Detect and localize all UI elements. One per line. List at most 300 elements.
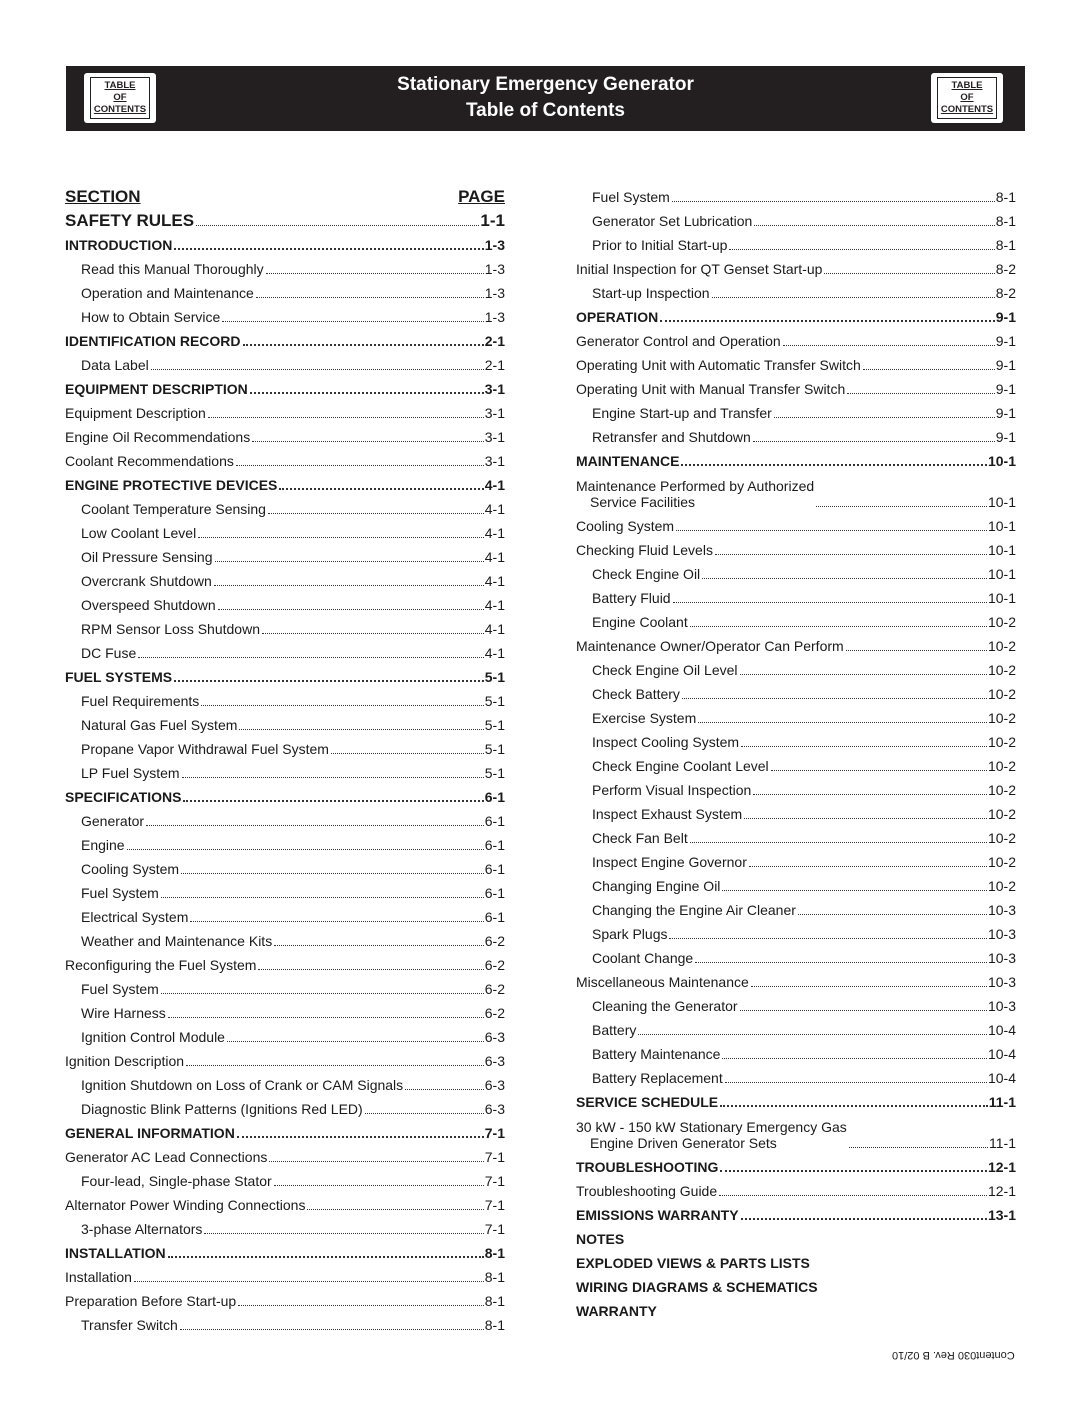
toc-entry[interactable]	[65, 1265, 505, 1289]
toc-badge-right[interactable]	[931, 73, 1003, 123]
toc-entry-page: 3-1	[484, 381, 505, 397]
toc-entry-page: 6-1	[484, 813, 505, 829]
toc-entry-page: 1-3	[484, 261, 505, 277]
dot-leader	[753, 441, 995, 442]
toc-entry[interactable]	[576, 1203, 1016, 1227]
toc-entry[interactable]	[65, 569, 505, 593]
toc-entry[interactable]	[576, 185, 1016, 209]
toc-entry[interactable]	[65, 1097, 505, 1121]
toc-entry[interactable]	[65, 593, 505, 617]
dot-leader	[218, 609, 484, 610]
toc-entry-title: Four-lead, Single-phase Stator	[81, 1173, 272, 1189]
dot-leader	[243, 344, 484, 346]
toc-entry[interactable]	[576, 610, 1016, 634]
toc-entry-page: 7-1	[484, 1125, 505, 1141]
toc-entry[interactable]	[576, 562, 1016, 586]
toc-entry[interactable]	[576, 826, 1016, 850]
toc-entry[interactable]	[65, 1241, 505, 1265]
toc-entry-page: 5-1	[484, 741, 505, 757]
toc-entry-page: 4-1	[484, 525, 505, 541]
toc-entry-title-line2: Engine Driven Generator Sets	[590, 1135, 777, 1151]
toc-entry[interactable]	[576, 281, 1016, 305]
toc-entry-page: 2-1	[484, 333, 505, 349]
toc-entry-page: 8-1	[995, 213, 1016, 229]
toc-entry-title: Battery Replacement	[592, 1070, 723, 1086]
section-heading: SECTION	[65, 187, 141, 206]
toc-entry[interactable]	[576, 1018, 1016, 1042]
toc-entry-page: 1-3	[484, 285, 505, 301]
dot-leader	[673, 602, 987, 603]
toc-entry-page: 1-3	[484, 309, 505, 325]
toc-entry-page: 6-2	[484, 981, 505, 997]
toc-entry-page: 6-1	[484, 861, 505, 877]
toc-entry[interactable]	[65, 1049, 505, 1073]
toc-entry-page: 1-1	[480, 211, 505, 230]
toc-entry[interactable]	[65, 809, 505, 833]
toc-entry-title: Engine Oil Recommendations	[65, 429, 251, 445]
toc-entry-title: Operating Unit with Automatic Transfer Switch	[576, 357, 861, 373]
dot-leader	[204, 1233, 483, 1234]
toc-entry-page: 10-1	[987, 590, 1016, 606]
toc-entry-page: 10-2	[987, 878, 1016, 894]
toc-entry[interactable]	[576, 874, 1016, 898]
dot-leader	[198, 537, 484, 538]
toc-entry-title: Miscellaneous Maintenance	[576, 974, 749, 990]
toc-entry[interactable]	[65, 377, 505, 401]
dot-leader	[138, 657, 484, 658]
toc-entry-page: 6-3	[484, 1053, 505, 1069]
dot-leader	[725, 1082, 987, 1083]
toc-entry[interactable]	[576, 1042, 1016, 1066]
toc-entry-title: Coolant Change	[592, 950, 694, 966]
toc-entry[interactable]	[65, 977, 505, 1001]
dot-leader	[127, 849, 484, 850]
toc-entry[interactable]	[576, 209, 1016, 233]
dot-leader	[719, 1195, 987, 1196]
toc-entry[interactable]	[576, 401, 1016, 425]
dot-leader	[279, 488, 483, 490]
dot-leader	[238, 1305, 484, 1306]
toc-entry-title: Propane Vapor Withdrawal Fuel System	[81, 741, 329, 757]
dot-leader	[256, 297, 484, 298]
toc-entry-title: Perform Visual Inspection	[592, 782, 752, 798]
toc-right-column	[576, 185, 1016, 1323]
toc-entry-page: 8-1	[484, 1317, 505, 1333]
toc-entry[interactable]	[576, 922, 1016, 946]
toc-entry[interactable]	[65, 449, 505, 473]
toc-entry[interactable]	[65, 641, 505, 665]
toc-entry-title: Coolant Temperature Sensing	[81, 501, 266, 517]
toc-entry-title: Maintenance Owner/Operator Can Perform	[576, 638, 844, 654]
dot-leader	[252, 441, 484, 442]
toc-entry-page: 5-1	[484, 693, 505, 709]
toc-entry[interactable]	[576, 946, 1016, 970]
toc-entry-page: 8-2	[995, 261, 1016, 277]
toc-entry[interactable]	[576, 778, 1016, 802]
toc-entry-page: 7-1	[484, 1221, 505, 1237]
toc-entry-title: Battery	[592, 1022, 637, 1038]
toc-entry-title: Check Fan Belt	[592, 830, 688, 846]
toc-entry-title: ENGINE PROTECTIVE DEVICES	[65, 477, 278, 493]
toc-entry-title: Generator AC Lead Connections	[65, 1149, 268, 1165]
dot-leader	[847, 393, 995, 394]
toc-entry-page: 7-1	[484, 1149, 505, 1165]
toc-entry-page: 9-1	[995, 333, 1016, 349]
toc-entry-title: LP Fuel System	[81, 765, 180, 781]
dot-leader	[250, 392, 484, 394]
toc-entry-title: Weather and Maintenance Kits	[81, 933, 273, 949]
toc-entry-title: Prior to Initial Start-up	[592, 237, 728, 253]
toc-entry-page: 4-1	[484, 573, 505, 589]
page-heading: PAGE	[458, 187, 505, 206]
toc-entry-title: MAINTENANCE	[576, 453, 680, 469]
toc-entry-title: Engine Start-up and Transfer	[592, 405, 772, 421]
dot-leader	[744, 818, 987, 819]
toc-entry-title: Generator	[81, 813, 145, 829]
toc-entry[interactable]	[65, 761, 505, 785]
toc-entry-title: Preparation Before Start-up	[65, 1293, 237, 1309]
toc-entry[interactable]	[576, 1299, 1016, 1323]
dot-leader	[695, 962, 987, 963]
toc-entry[interactable]	[65, 209, 505, 233]
toc-entry[interactable]	[65, 833, 505, 857]
dot-leader	[741, 1218, 987, 1220]
dot-leader	[236, 465, 484, 466]
toc-entry-page: 8-2	[995, 285, 1016, 301]
dot-leader	[201, 705, 483, 706]
toc-entry-page: 10-2	[987, 686, 1016, 702]
dot-leader	[161, 897, 484, 898]
toc-entry[interactable]	[65, 425, 505, 449]
dot-leader	[405, 1089, 484, 1090]
toc-entry-page: 11-1	[989, 1135, 1016, 1151]
toc-entry-title-line1: 30 kW - 150 kW Stationary Emergency Gas	[576, 1119, 847, 1135]
toc-entry-title: WIRING DIAGRAMS & SCHEMATICS	[576, 1279, 818, 1295]
toc-entry[interactable]	[576, 1090, 1016, 1114]
toc-entry-page: 8-1	[995, 237, 1016, 253]
toc-entry[interactable]	[65, 281, 505, 305]
toc-entry-title: Coolant Recommendations	[65, 453, 234, 469]
toc-entry-page: 10-1	[987, 453, 1016, 469]
toc-entry[interactable]	[65, 905, 505, 929]
dot-leader	[729, 249, 994, 250]
toc-entry-page: 6-1	[484, 885, 505, 901]
toc-entry[interactable]	[576, 970, 1016, 994]
toc-entry[interactable]	[576, 1155, 1016, 1179]
toc-entry-page: 9-1	[995, 357, 1016, 373]
dot-leader	[181, 873, 484, 874]
toc-entry-title: Engine	[81, 837, 125, 853]
toc-entry-title: Wire Harness	[81, 1005, 166, 1021]
dot-leader	[740, 1010, 987, 1011]
dot-leader	[660, 320, 995, 322]
dot-leader	[722, 890, 987, 891]
dot-leader	[749, 866, 987, 867]
toc-entry-title: Electrical System	[81, 909, 189, 925]
dot-leader	[774, 417, 995, 418]
toc-entry-title: Ignition Control Module	[81, 1029, 225, 1045]
toc-entry[interactable]	[65, 521, 505, 545]
toc-entry-page: 10-3	[987, 926, 1016, 942]
toc-entry-title: Changing the Engine Air Cleaner	[592, 902, 796, 918]
toc-entry-title: Alternator Power Winding Connections	[65, 1197, 306, 1213]
toc-entry-title: Cooling System	[81, 861, 180, 877]
toc-entry[interactable]	[576, 329, 1016, 353]
toc-entry[interactable]	[65, 1313, 505, 1337]
dot-leader	[690, 842, 987, 843]
toc-entry[interactable]	[65, 1001, 505, 1025]
dot-leader	[816, 506, 987, 507]
toc-entry[interactable]	[576, 425, 1016, 449]
toc-entry-title: Fuel System	[81, 981, 159, 997]
toc-entry-title: Initial Inspection for QT Genset Start-up	[576, 261, 823, 277]
toc-entry-title: Operation and Maintenance	[81, 285, 254, 301]
toc-entry[interactable]	[576, 1275, 1016, 1299]
toc-entry-page: 3-1	[484, 453, 505, 469]
toc-entry[interactable]	[65, 1289, 505, 1313]
dot-leader	[268, 513, 484, 514]
dot-leader	[307, 1209, 483, 1210]
dot-leader	[720, 1170, 987, 1172]
toc-entry-page: 5-1	[484, 669, 505, 685]
dot-leader	[239, 729, 483, 730]
dot-leader	[783, 345, 995, 346]
dot-leader	[183, 800, 483, 802]
dot-leader	[740, 674, 987, 675]
toc-entry[interactable]	[576, 1066, 1016, 1090]
toc-entry[interactable]	[576, 634, 1016, 658]
toc-entry-page: 10-2	[987, 782, 1016, 798]
toc-entry-title: INTRODUCTION	[65, 237, 173, 253]
toc-entry-title: IDENTIFICATION RECORD	[65, 333, 241, 349]
toc-entry[interactable]	[576, 257, 1016, 281]
toc-entry-page: 5-1	[484, 717, 505, 733]
toc-entry[interactable]	[65, 881, 505, 905]
toc-entry-title: Equipment Description	[65, 405, 206, 421]
dot-leader	[174, 680, 484, 682]
toc-entry-title: Cooling System	[576, 518, 675, 534]
toc-entry-page: 6-2	[484, 1005, 505, 1021]
toc-entry[interactable]	[65, 617, 505, 641]
dot-leader	[134, 1281, 484, 1282]
dot-leader	[681, 464, 987, 466]
dot-leader	[190, 921, 483, 922]
toc-entry-title: Oil Pressure Sensing	[81, 549, 213, 565]
toc-entry-page: 6-3	[484, 1029, 505, 1045]
toc-entry[interactable]	[65, 257, 505, 281]
dot-leader	[702, 578, 987, 579]
toc-entry-page: 10-2	[987, 806, 1016, 822]
dot-leader	[712, 297, 995, 298]
toc-entry-title: EMISSIONS WARRANTY	[576, 1207, 739, 1223]
toc-entry-title: Fuel System	[592, 189, 670, 205]
toc-entry-page: 4-1	[484, 645, 505, 661]
toc-entry-title: Troubleshooting Guide	[576, 1183, 718, 1199]
dot-leader	[682, 698, 987, 699]
dot-leader	[672, 201, 995, 202]
toc-entry-page: 10-2	[987, 710, 1016, 726]
toc-entry[interactable]	[576, 473, 1016, 514]
toc-entry-page: 9-1	[995, 429, 1016, 445]
toc-entry[interactable]	[65, 401, 505, 425]
toc-entry[interactable]	[65, 1121, 505, 1145]
toc-entry[interactable]	[65, 1169, 505, 1193]
page-title	[66, 72, 1025, 124]
toc-entry-page: 10-3	[987, 974, 1016, 990]
dot-leader	[638, 1034, 987, 1035]
toc-entry[interactable]	[65, 353, 505, 377]
toc-entry-title: Check Engine Oil Level	[592, 662, 738, 678]
toc-left-column	[65, 185, 505, 1337]
toc-entry-title: Ignition Shutdown on Loss of Crank or CAM Signals	[81, 1077, 404, 1093]
toc-entry-page: 10-2	[987, 830, 1016, 846]
toc-entry-page: 6-1	[484, 789, 505, 805]
toc-entry[interactable]	[65, 713, 505, 737]
toc-entry-page: 10-2	[987, 734, 1016, 750]
title-line1: Stationary Emergency Generator	[397, 74, 694, 95]
toc-entry[interactable]	[576, 377, 1016, 401]
toc-entry-page: 10-1	[987, 542, 1016, 558]
dot-leader	[266, 273, 484, 274]
toc-entry-title: Changing Engine Oil	[592, 878, 721, 894]
title-line2: Table of Contents	[465, 100, 626, 121]
toc-entry-title: GENERAL INFORMATION	[65, 1125, 235, 1141]
toc-entry[interactable]	[65, 1193, 505, 1217]
toc-entry[interactable]	[576, 754, 1016, 778]
toc-entry[interactable]	[65, 737, 505, 761]
toc-entry-page: 6-3	[484, 1077, 505, 1093]
toc-entry-page: 10-2	[987, 614, 1016, 630]
toc-entry-title: OPERATION	[576, 309, 659, 325]
dot-leader	[698, 722, 987, 723]
dot-leader	[690, 626, 987, 627]
toc-entry[interactable]	[65, 329, 505, 353]
toc-entry[interactable]	[576, 658, 1016, 682]
toc-entry-title	[576, 1119, 847, 1151]
toc-entry-title: Start-up Inspection	[592, 285, 710, 301]
toc-entry-title: Operating Unit with Manual Transfer Switch	[576, 381, 846, 397]
toc-entry-page: 12-1	[987, 1183, 1016, 1199]
toc-entry-page: 9-1	[995, 405, 1016, 421]
toc-entry-page: 6-2	[484, 933, 505, 949]
toc-entry[interactable]	[65, 665, 505, 689]
dot-leader	[715, 554, 987, 555]
toc-entry-page: 10-2	[987, 854, 1016, 870]
toc-entry[interactable]	[65, 497, 505, 521]
dot-leader	[180, 1329, 484, 1330]
toc-entry-page: 10-2	[987, 758, 1016, 774]
toc-entry[interactable]	[576, 730, 1016, 754]
toc-entry[interactable]	[576, 994, 1016, 1018]
dot-leader	[174, 248, 483, 250]
toc-entry[interactable]	[576, 353, 1016, 377]
toc-entry-title: Generator Set Lubrication	[592, 213, 753, 229]
toc-entry[interactable]	[576, 850, 1016, 874]
toc-entry[interactable]	[576, 586, 1016, 610]
toc-entry[interactable]	[65, 545, 505, 569]
toc-entry-page: 10-3	[987, 902, 1016, 918]
toc-entry-title: EQUIPMENT DESCRIPTION	[65, 381, 248, 397]
toc-entry-title: Spark Plugs	[592, 926, 668, 942]
toc-entry[interactable]	[576, 305, 1016, 329]
toc-entry-page: 10-1	[987, 518, 1016, 534]
toc-entry-page: 8-1	[995, 189, 1016, 205]
toc-entry-title: Fuel Requirements	[81, 693, 200, 709]
toc-entry-title: Inspect Engine Governor	[592, 854, 747, 870]
toc-entry[interactable]	[65, 929, 505, 953]
dot-leader	[753, 794, 987, 795]
toc-entry[interactable]	[65, 785, 505, 809]
toc-entry-title: Battery Maintenance	[592, 1046, 721, 1062]
toc-entry[interactable]	[65, 1217, 505, 1241]
toc-entry[interactable]	[65, 1073, 505, 1097]
toc-entry[interactable]	[65, 953, 505, 977]
toc-entry-page: 10-4	[987, 1022, 1016, 1038]
badge-text-line2: OF	[113, 92, 127, 103]
toc-entry-page: 8-1	[484, 1245, 505, 1261]
toc-entry-page: 4-1	[484, 477, 505, 493]
toc-entry[interactable]	[576, 706, 1016, 730]
toc-entry-title-line1: Maintenance Performed by Authorized	[576, 478, 815, 494]
toc-entry-title: Overspeed Shutdown	[81, 597, 216, 613]
toc-entry[interactable]	[65, 857, 505, 881]
toc-entry[interactable]	[65, 233, 505, 257]
toc-entry[interactable]	[65, 305, 505, 329]
dot-leader	[168, 1017, 484, 1018]
toc-entry-title: Installation	[65, 1269, 132, 1285]
toc-entry-title: Check Engine Coolant Level	[592, 758, 769, 774]
toc-entry[interactable]	[576, 1227, 1016, 1251]
dot-leader	[196, 225, 479, 226]
toc-entry[interactable]	[576, 898, 1016, 922]
dot-leader	[863, 369, 995, 370]
toc-entry[interactable]	[576, 1114, 1016, 1155]
toc-entry[interactable]	[65, 1145, 505, 1169]
toc-entry[interactable]	[576, 1179, 1016, 1203]
dot-leader	[331, 753, 484, 754]
dot-leader	[751, 986, 987, 987]
toc-entry-title: TROUBLESHOOTING	[576, 1159, 719, 1175]
dot-leader	[274, 945, 484, 946]
toc-entry-title: Checking Fluid Levels	[576, 542, 713, 558]
toc-entry[interactable]	[576, 514, 1016, 538]
toc-entry-page: 4-1	[484, 549, 505, 565]
toc-entry-title: FUEL SYSTEMS	[65, 669, 173, 685]
toc-entry-title: Reconfiguring the Fuel System	[65, 957, 257, 973]
toc-entry-page: 6-2	[484, 957, 505, 973]
dot-leader	[227, 1041, 484, 1042]
toc-entry-title: Fuel System	[81, 885, 159, 901]
toc-entry[interactable]	[65, 473, 505, 497]
dot-leader	[262, 633, 484, 634]
toc-entry[interactable]	[576, 802, 1016, 826]
toc-entry-page: 10-4	[987, 1046, 1016, 1062]
toc-entry-title: DC Fuse	[81, 645, 137, 661]
badge-text-line1: TABLE	[104, 80, 136, 91]
toc-entry-title: NOTES	[576, 1231, 625, 1247]
toc-entry-page: 10-3	[987, 998, 1016, 1014]
toc-entry[interactable]	[576, 538, 1016, 562]
toc-entry[interactable]	[576, 682, 1016, 706]
toc-entry[interactable]	[576, 233, 1016, 257]
toc-entry[interactable]	[65, 1025, 505, 1049]
toc-entry[interactable]	[65, 689, 505, 713]
toc-entry-title: SAFETY RULES	[65, 211, 195, 230]
dot-leader	[258, 969, 483, 970]
toc-column-header	[65, 185, 505, 209]
toc-entry[interactable]	[576, 449, 1016, 473]
toc-entry[interactable]	[576, 1251, 1016, 1275]
